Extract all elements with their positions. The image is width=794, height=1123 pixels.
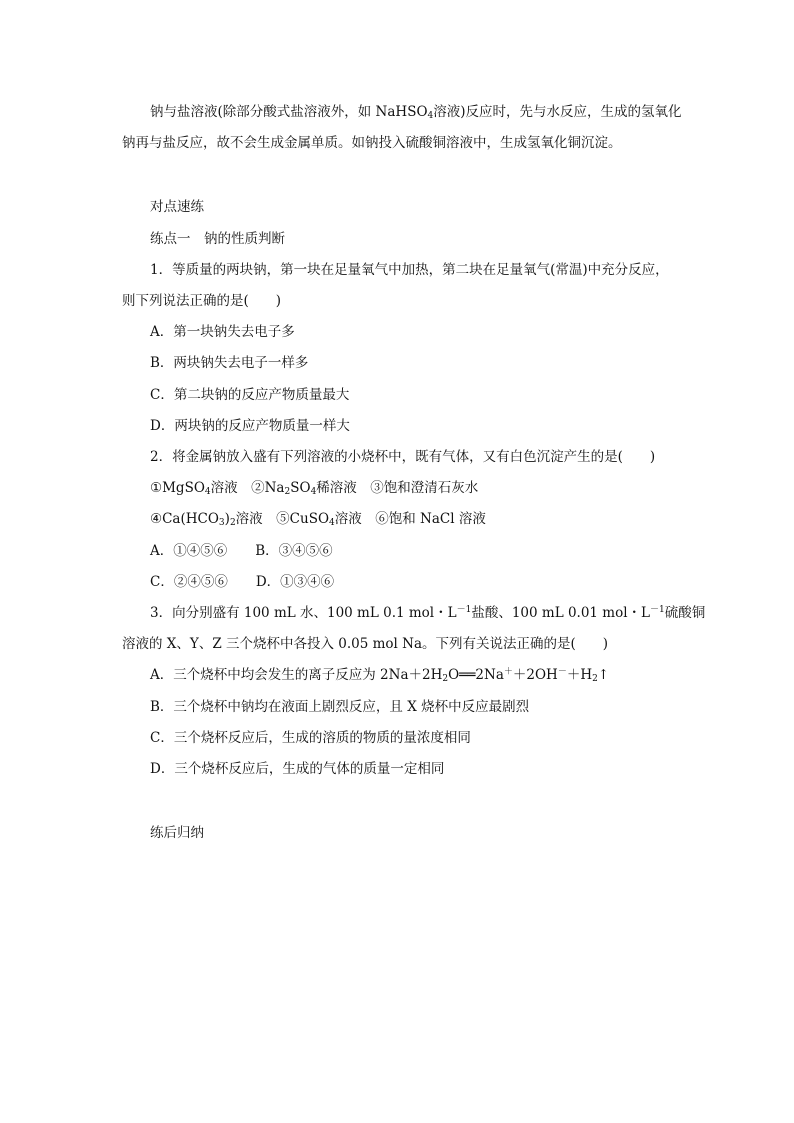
subscript: 4 — [310, 487, 317, 497]
item-text: 溶液 ②Na — [210, 480, 285, 496]
stem-text: 盐酸、100 mL 0.01 mol・L — [471, 605, 651, 621]
option-text: ＋H — [566, 667, 593, 683]
q1-stem-line-2: 则下列说法正确的是( ) — [122, 293, 282, 309]
stem-text: 硫酸铜 — [664, 605, 706, 621]
superscript: ＋ — [503, 667, 513, 677]
item-text: ①MgSO — [150, 480, 205, 496]
option-text: ↑ — [597, 667, 610, 683]
item-text: 溶液 ⑥饱和 NaCl 溶液 — [334, 511, 486, 527]
q3-stem-line-2: 溶液的 X、Y、Z 三个烧杯中各投入 0.05 mol Na。下列有关说法正确的是( ) — [122, 636, 609, 652]
q3-stem-line-1 — [150, 603, 705, 623]
q1-option-b: B．两块钠失去电子一样多 — [150, 355, 309, 371]
q2-option-d: D．①③④⑥ — [255, 574, 335, 590]
q2-option-c: C．②④⑤⑥ — [150, 574, 228, 590]
superscript: －1 — [650, 605, 665, 615]
item-text: ④Ca(HCO — [150, 511, 219, 527]
q1-option-d: D．两块钠的反应产物质量一样大 — [150, 418, 350, 434]
subscript: 2 — [284, 487, 291, 497]
subscript: 3 — [218, 518, 225, 528]
q1-option-a: A．第一块钠失去电子多 — [150, 324, 295, 340]
item-text: SO — [290, 480, 311, 496]
q1-option-c: C．第二块钠的反应产物质量最大 — [150, 387, 350, 403]
practice-point-title: 练点一 钠的性质判断 — [150, 231, 285, 247]
q2-items-row-1 — [150, 478, 478, 498]
option-text: A．三个烧杯中均会发生的离子反应为 2Na＋2H — [150, 667, 443, 683]
q3-option-d: D．三个烧杯反应后，生成的气体的质量一定相同 — [150, 761, 445, 777]
item-text: 溶液 ⑤CuSO — [235, 511, 330, 527]
item-text: 稀溶液 ③饱和澄清石灰水 — [316, 480, 479, 496]
q1-stem-line-1: 1．等质量的两块钠，第一块在足量氧气中加热，第二块在足量氧气(常温)中充分反应， — [150, 262, 669, 278]
superscript: － — [557, 667, 567, 677]
q3-option-b: B．三个烧杯中钠均在液面上剧烈反应，且 X 烧杯中反应最剧烈 — [150, 699, 530, 715]
intro-line-2: 钠再与盐反应，故不会生成金属单质。如钠投入硫酸铜溶液中，生成氢氧化铜沉淀。 — [122, 135, 622, 151]
q2-option-a: A．①④⑤⑥ — [150, 543, 228, 559]
stem-text: 3．向分别盛有 100 mL 水、100 mL 0.1 mol・L — [150, 605, 457, 621]
q3-option-a — [150, 665, 609, 685]
subscript: 4 — [204, 487, 211, 497]
q2-option-b: B．③④⑤⑥ — [255, 543, 333, 559]
summary-title: 练后归纳 — [150, 825, 204, 841]
q2-items-row-2 — [150, 509, 486, 529]
q2-options-row-2 — [150, 572, 334, 592]
section-title: 对点速练 — [150, 199, 204, 215]
option-text: ＋2OH — [512, 667, 558, 683]
subscript: 2 — [442, 674, 449, 684]
item-text: ) — [224, 511, 230, 527]
intro-text: 溶液)反应时，先与水反应，生成的氢氧化 — [433, 104, 682, 120]
subscript: 2 — [592, 674, 598, 684]
intro-line-1 — [150, 102, 682, 122]
option-text: O══2Na — [448, 667, 504, 683]
q3-option-c: C．三个烧杯反应后，生成的溶质的物质的量浓度相同 — [150, 730, 471, 746]
intro-text: 钠与盐溶液(除部分酸式盐溶液外，如 NaHSO — [150, 104, 428, 120]
subscript: 4 — [427, 111, 434, 121]
q2-stem: 2．将金属钠放入盛有下列溶液的小烧杯中，既有气体，又有白色沉淀产生的是( ) — [150, 449, 656, 465]
subscript: 4 — [329, 518, 335, 528]
q2-options-row-1 — [150, 541, 333, 561]
subscript: 2 — [229, 518, 236, 528]
superscript: －1 — [456, 605, 472, 615]
